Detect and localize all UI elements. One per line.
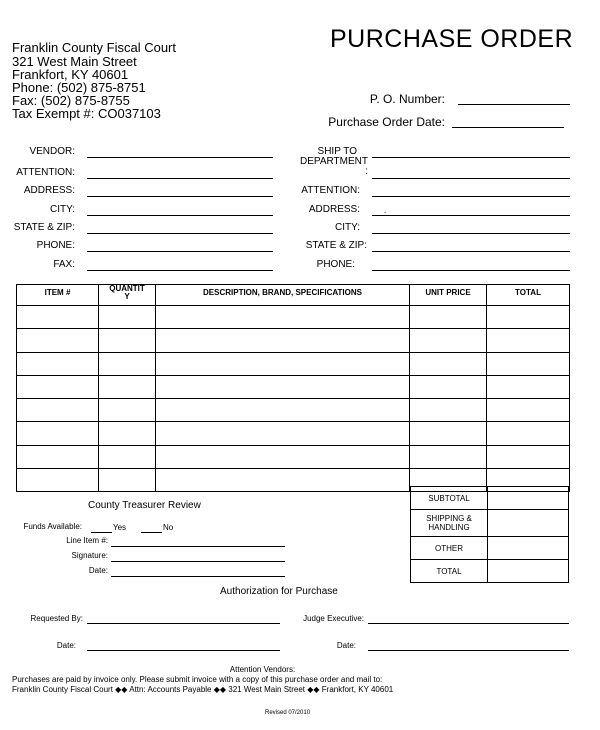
table-row [17, 422, 570, 445]
treasurer-signature-label: Signature: [71, 551, 108, 560]
quantity-cell[interactable] [99, 306, 156, 329]
authorization-heading: Authorization for Purchase [220, 586, 338, 597]
total-value[interactable] [488, 560, 569, 583]
shipping-label [411, 510, 488, 537]
ship-to-field-2[interactable] [372, 178, 570, 179]
vendor-address-field[interactable] [87, 196, 273, 197]
description-cell[interactable] [156, 329, 410, 352]
table-row [17, 306, 570, 329]
org-name: Franklin County Fiscal Court [12, 40, 176, 55]
col-header-item: ITEM # [17, 285, 99, 306]
funds-no-field[interactable] [141, 532, 162, 533]
unit-price-cell[interactable] [410, 352, 487, 375]
ship-state-zip-label: STATE & ZIP: [305, 240, 367, 251]
treasurer-date-label: Date: [88, 566, 108, 575]
subtotal-row [411, 487, 569, 510]
item-cell[interactable] [17, 445, 99, 468]
ship-to-colon: : [365, 166, 368, 177]
subtotal-label: SUBTOTAL [411, 487, 488, 510]
col-header-quantity-line2: Y [124, 292, 130, 301]
other-row [411, 537, 569, 560]
shipping-value[interactable] [488, 510, 569, 537]
unit-price-cell[interactable] [410, 422, 487, 445]
unit-price-cell[interactable] [410, 375, 487, 398]
shipping-row [411, 510, 569, 537]
table-row [17, 399, 570, 422]
po-date-label: Purchase Order Date: [328, 115, 445, 129]
total-row [411, 560, 569, 583]
description-cell[interactable] [156, 375, 410, 398]
item-cell[interactable] [17, 399, 99, 422]
item-cell[interactable] [17, 469, 99, 492]
total-cell[interactable] [487, 306, 570, 329]
subtotal-value[interactable] [488, 487, 569, 510]
org-fax: Fax: (502) 875-8755 [12, 93, 130, 108]
authorization-date-right-field[interactable] [368, 650, 569, 651]
quantity-cell[interactable] [99, 469, 156, 492]
treasurer-signature-field[interactable] [111, 561, 285, 562]
description-cell[interactable] [156, 422, 410, 445]
funds-available-label: Funds Available: [23, 522, 82, 531]
ship-attention-field[interactable] [372, 196, 570, 197]
vendor-state-zip-label: STATE & ZIP: [13, 222, 75, 233]
ship-attention-label: ATTENTION: [301, 185, 360, 196]
authorization-date-left-field[interactable] [87, 650, 280, 651]
vendor-state-zip-field[interactable] [87, 233, 273, 234]
funds-no-label: No [163, 523, 174, 532]
vendor-field[interactable] [87, 157, 273, 158]
total-label: TOTAL [411, 560, 488, 583]
po-date-field[interactable] [452, 127, 564, 128]
items-table [16, 284, 570, 492]
quantity-cell[interactable] [99, 422, 156, 445]
vendor-phone-field[interactable] [87, 251, 273, 252]
ship-phone-label: PHONE: [316, 259, 355, 270]
unit-price-cell[interactable] [410, 399, 487, 422]
item-cell[interactable] [17, 306, 99, 329]
description-cell[interactable] [156, 445, 410, 468]
requested-by-label: Requested By: [30, 614, 83, 623]
vendor-city-label: CITY: [49, 204, 75, 215]
col-header-unit-price: UNIT PRICE [410, 285, 487, 306]
vendor-fax-label: FAX: [53, 259, 75, 270]
footer-line2: Franklin County Fiscal Court ◆◆ Attn: Accounts Payable ◆◆ 321 West Main Street ◆◆ Frankfort, KY 40601 [12, 685, 394, 694]
total-cell[interactable] [487, 399, 570, 422]
other-value[interactable] [488, 537, 569, 560]
unit-price-cell[interactable] [410, 445, 487, 468]
description-cell[interactable] [156, 306, 410, 329]
ship-address-dot: . [384, 206, 387, 215]
ship-address-field[interactable] [372, 215, 570, 216]
judge-executive-field[interactable] [368, 623, 569, 624]
unit-price-cell[interactable] [410, 329, 487, 352]
funds-yes-field[interactable] [91, 532, 112, 533]
vendor-address-label: ADDRESS: [23, 185, 75, 196]
description-cell[interactable] [156, 399, 410, 422]
ship-city-label: CITY: [334, 222, 360, 233]
total-cell[interactable] [487, 445, 570, 468]
quantity-cell[interactable] [99, 399, 156, 422]
table-row [17, 329, 570, 352]
ship-to-label: SHIP TO [317, 146, 357, 157]
line-item-label: Line Item #: [66, 536, 108, 545]
vendor-city-field[interactable] [87, 215, 273, 216]
org-city: Frankfort, KY 40601 [12, 67, 129, 82]
funds-yes-label: Yes [113, 523, 127, 532]
unit-price-cell[interactable] [410, 306, 487, 329]
shipping-label-line1: SHIPPING & [426, 514, 472, 523]
ship-city-field[interactable] [372, 233, 570, 234]
org-phone: Phone: (502) 875-8751 [12, 80, 146, 95]
revised-date: Revised 07/2010 [265, 710, 311, 716]
ship-phone-field[interactable] [372, 270, 570, 271]
footer-line1: Purchases are paid by invoice only. Please submit invoice with a copy of this purchase order and mail to: [12, 675, 383, 684]
requested-by-field[interactable] [87, 623, 280, 624]
ship-state-zip-field[interactable] [372, 251, 570, 252]
total-cell[interactable] [487, 375, 570, 398]
page-title: PURCHASE ORDER [330, 25, 574, 53]
description-cell[interactable] [156, 352, 410, 375]
authorization-date-left-label: Date: [56, 641, 76, 650]
ship-address-label: ADDRESS: [308, 204, 360, 215]
total-cell[interactable] [487, 329, 570, 352]
item-cell[interactable] [17, 375, 99, 398]
vendor-attention-label: ATTENTION: [16, 167, 75, 178]
table-row [17, 445, 570, 468]
col-header-total: TOTAL [487, 285, 570, 306]
shipping-label-line2: HANDLING [428, 523, 470, 532]
table-header-row [17, 285, 570, 306]
org-street: 321 West Main Street [12, 54, 137, 69]
judge-executive-label: Judge Executive: [303, 614, 364, 623]
item-cell[interactable] [17, 352, 99, 375]
vendor-attention-field[interactable] [87, 178, 273, 179]
org-tax-exempt: Tax Exempt #: CO037103 [12, 106, 161, 121]
item-cell[interactable] [17, 422, 99, 445]
line-item-field[interactable] [111, 546, 285, 547]
treasurer-heading: County Treasurer Review [88, 500, 201, 511]
total-cell[interactable] [487, 422, 570, 445]
total-cell[interactable] [487, 352, 570, 375]
item-cell[interactable] [17, 329, 99, 352]
col-header-quantity-line1: QUANTIT [109, 284, 145, 293]
quantity-cell[interactable] [99, 375, 156, 398]
other-label: OTHER [411, 537, 488, 560]
treasurer-date-field[interactable] [111, 576, 285, 577]
ship-to-field-1[interactable] [372, 157, 570, 158]
totals-table [410, 486, 569, 583]
ship-to-department-label: DEPARTMENT [300, 156, 368, 167]
col-header-quantity [99, 285, 156, 306]
quantity-cell[interactable] [99, 329, 156, 352]
vendor-label: VENDOR: [29, 146, 75, 157]
quantity-cell[interactable] [99, 352, 156, 375]
vendor-fax-field[interactable] [87, 270, 273, 271]
po-number-field[interactable] [458, 104, 570, 105]
col-header-description: DESCRIPTION, BRAND, SPECIFICATIONS [156, 285, 410, 306]
po-number-label: P. O. Number: [369, 92, 445, 106]
authorization-date-right-label: Date: [336, 641, 356, 650]
table-row [17, 375, 570, 398]
quantity-cell[interactable] [99, 445, 156, 468]
footer-attention: Attention Vendors: [229, 665, 296, 674]
description-cell[interactable] [156, 469, 410, 492]
table-row [17, 352, 570, 375]
vendor-phone-label: PHONE: [36, 240, 75, 251]
